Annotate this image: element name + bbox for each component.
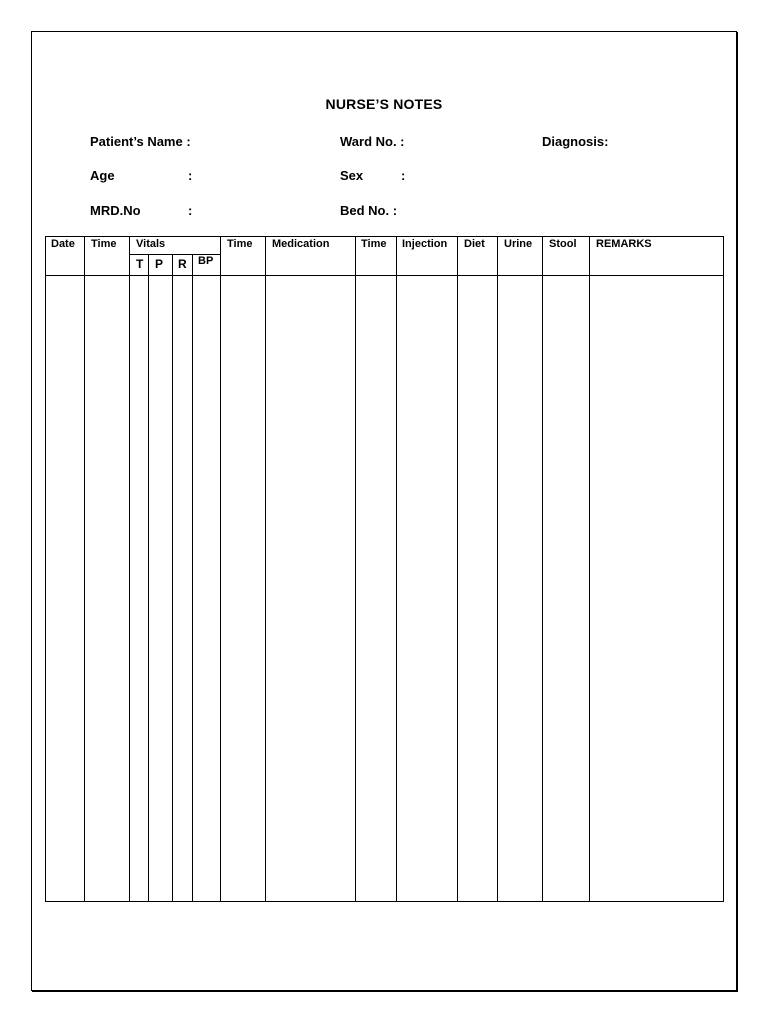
header-vitals-t: T xyxy=(136,257,144,271)
header-time-3: Time xyxy=(361,238,387,250)
header-vitals-bp: BP xyxy=(198,255,214,267)
form-title: NURSE’S NOTES xyxy=(325,96,443,112)
header-stool: Stool xyxy=(549,238,577,250)
diagnosis-label: Diagnosis: xyxy=(542,134,609,149)
header-date: Date xyxy=(51,238,75,250)
header-injection: Injection xyxy=(402,238,448,250)
mrd-no-colon: : xyxy=(188,203,193,218)
age-label: Age xyxy=(90,168,115,183)
header-vitals-r: R xyxy=(178,257,187,271)
header-vitals-p: P xyxy=(155,257,164,271)
notes-table xyxy=(45,236,724,902)
header-time-2: Time xyxy=(227,238,253,250)
header-diet: Diet xyxy=(464,238,485,250)
mrd-no-label: MRD.No xyxy=(90,203,141,218)
sex-label: Sex xyxy=(340,168,364,183)
bed-no-label: Bed No. : xyxy=(340,203,398,218)
header-medication: Medication xyxy=(272,238,330,250)
patient-name-label: Patient’s Name : xyxy=(90,134,191,149)
header-time-1: Time xyxy=(91,238,117,250)
table-lines xyxy=(45,236,724,902)
sex-colon: : xyxy=(401,168,406,183)
ward-no-label: Ward No. : xyxy=(340,134,405,149)
header-urine: Urine xyxy=(504,238,533,250)
age-colon: : xyxy=(188,168,193,183)
header-remarks: REMARKS xyxy=(596,238,652,250)
header-vitals: Vitals xyxy=(136,238,166,250)
